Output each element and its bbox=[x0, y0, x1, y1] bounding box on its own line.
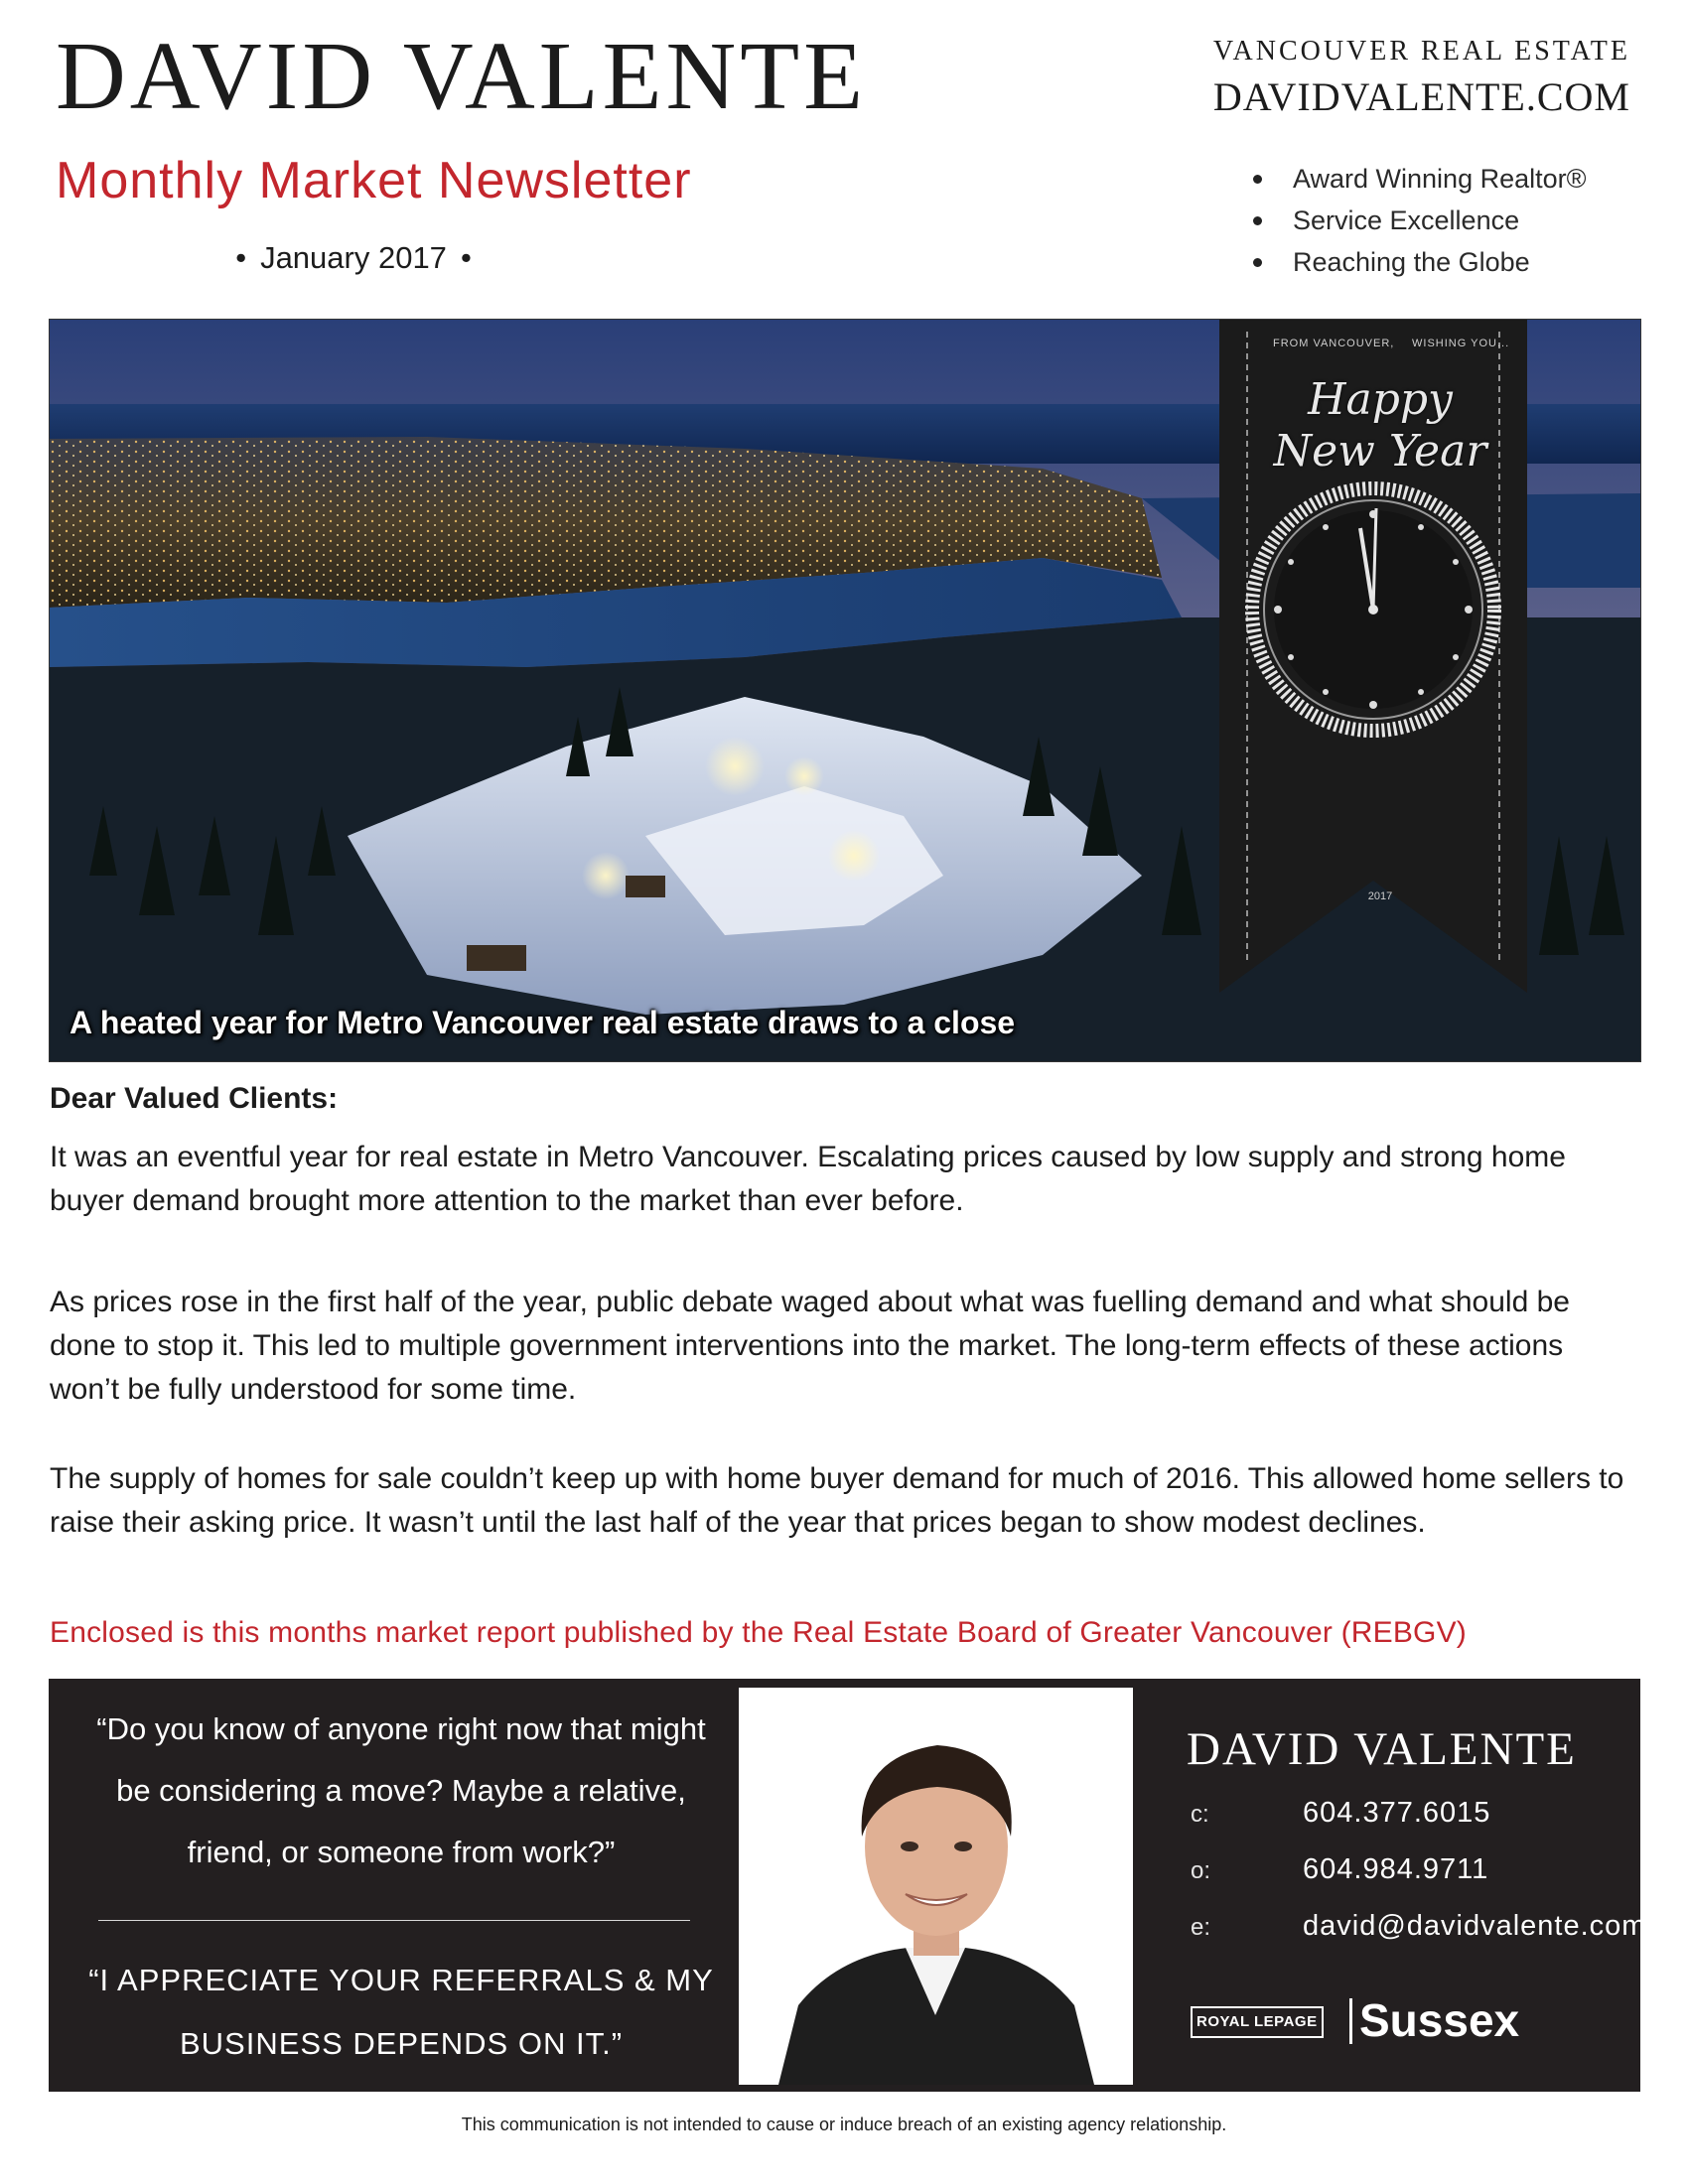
email-label: e: bbox=[1191, 1914, 1211, 1941]
divider bbox=[1349, 1998, 1352, 2044]
cell-label: c: bbox=[1191, 1801, 1209, 1828]
issue-date-text: January 2017 bbox=[260, 240, 447, 275]
feature-list bbox=[1253, 163, 1587, 288]
bullet-dot: • bbox=[460, 240, 472, 275]
issue-date bbox=[56, 242, 651, 273]
banner-greeting-line2: New Year bbox=[1273, 426, 1487, 477]
site-tagline: VANCOUVER REAL ESTATE bbox=[1212, 36, 1630, 67]
royal-lepage-logo: ROYAL LEPAGE bbox=[1191, 2006, 1324, 2038]
website-link[interactable]: DAVIDVALENTE.COM bbox=[1212, 74, 1630, 119]
brokerage-office-name: Sussex bbox=[1359, 1994, 1520, 2046]
referral-question-quote: “Do you know of anyone right now that might be considering a move? Maybe a relative, friend, or someone from work?” bbox=[96, 1711, 706, 1869]
brand-name: DAVID VALENTE bbox=[56, 23, 867, 130]
banner-greeting bbox=[1241, 374, 1519, 478]
banner-greeting-line1: Happy bbox=[1308, 374, 1453, 425]
contact-footer bbox=[49, 1679, 1647, 2092]
letter-paragraph: The supply of homes for sale couldn’t keep up with home buyer demand for much of 2016. This allowed home sellers to raise their asking price. It wasn’t until the last half of the year that prices began to show modest declines. bbox=[50, 1462, 1624, 1539]
brokerage-logo bbox=[1191, 1994, 1548, 2046]
hero-caption: A heated year for Metro Vancouver real estate draws to a close bbox=[70, 1005, 1016, 1040]
banner-year: 2017 bbox=[1367, 890, 1393, 902]
agent-portrait-icon bbox=[739, 1688, 1133, 2085]
newsletter-title: Monthly Market Newsletter bbox=[56, 152, 692, 209]
feature-item: Award Winning Realtor® bbox=[1253, 163, 1587, 205]
bullet-dot: • bbox=[235, 240, 247, 275]
office-label: o: bbox=[1191, 1857, 1211, 1884]
letter-paragraph: As prices rose in the first half of the year, public debate waged about what was fuelling demand and what should be done to stop it. This led to multiple government interventions into the market. The long-term effects of these actions won’t be fully understood for some time. bbox=[50, 1286, 1570, 1406]
banner-from-text: FROM VANCOUVER, bbox=[1273, 338, 1395, 349]
email-link[interactable]: david@davidvalente.com bbox=[1303, 1910, 1647, 1942]
cell-phone-link[interactable]: 604.377.6015 bbox=[1303, 1797, 1491, 1829]
feature-item: Reaching the Globe bbox=[1253, 246, 1587, 288]
agent-photo bbox=[739, 1688, 1133, 2085]
legal-disclaimer: This communication is not intended to cause or induce breach of an existing agency relationship. bbox=[461, 2115, 1227, 2134]
enclosed-report-note: Enclosed is this months market report published by the Real Estate Board of Greater Vancouver (REBGV) bbox=[50, 1616, 1467, 1649]
office-phone-link[interactable]: 604.984.9711 bbox=[1303, 1853, 1489, 1885]
letter-paragraph: It was an eventful year for real estate in Metro Vancouver. Escalating prices caused by low supply and strong home buyer demand brought more attention to the market than ever before. bbox=[50, 1141, 1566, 1217]
agent-name: DAVID VALENTE bbox=[1187, 1723, 1577, 1775]
referral-appreciation-quote: “I APPRECIATE YOUR REFERRALS & MY BUSINESS DEPENDS ON IT.” bbox=[88, 1963, 714, 2061]
letter-greeting: Dear Valued Clients: bbox=[50, 1082, 339, 1115]
divider bbox=[98, 1920, 690, 1921]
hero-image bbox=[49, 319, 1641, 1062]
banner-wishing-text: WISHING YOU... bbox=[1412, 338, 1510, 349]
feature-item: Service Excellence bbox=[1253, 205, 1587, 246]
